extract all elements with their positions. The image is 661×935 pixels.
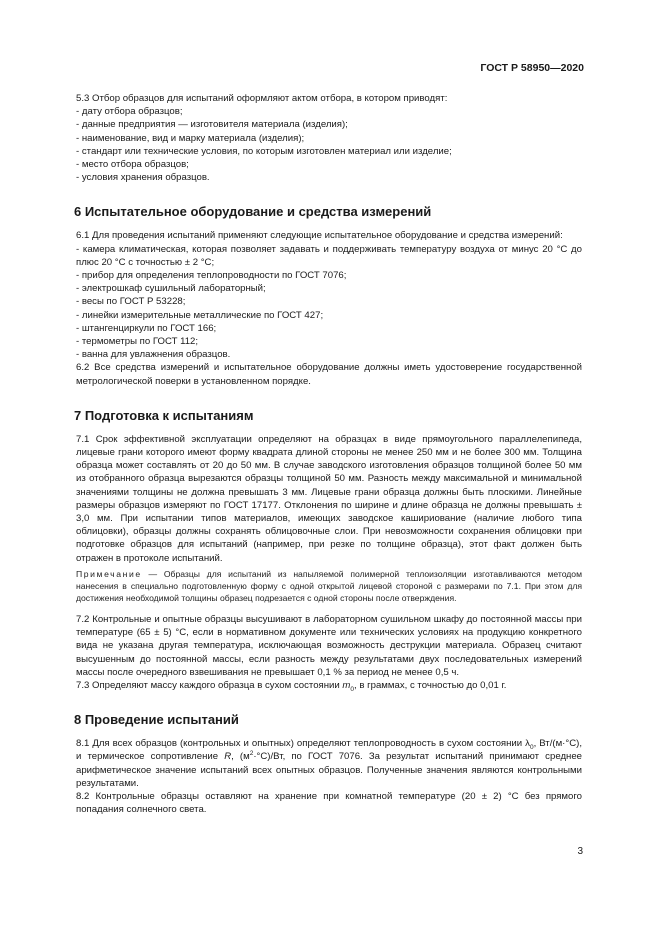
list-item: - условия хранения образцов. [76,172,210,184]
page-body [76,92,582,816]
list-item: - весы по ГОСТ Р 53228; [76,296,186,308]
paragraph-6-2: 6.2 Все средства измерений и испытательное оборудование должны иметь удостоверение государственной метрологической поверки в установленном порядке. [76,362,582,387]
paragraph-7-3: 7.3 Определяют массу каждого образца в сухом состоянии $m_0$, в граммах, с точностью до 0,01 г. [76,679,507,693]
paragraph-7-1: 7.1 Срок эффективной эксплуатации определяют на образцах в виде прямоугольного параллелепипеда, лицевые грани которого имеют форму квадрата длиной стороны не менее 250 мм и не более 300 мм. Толщина образца может составлять от 20 до 50 мм. В случае заводского изготовления образцов толщиной более 50 мм из отобранного образца вырезаются образцы толщиной 50 мм. Разность между максимальной и минимальной значениями толщины не должна превышать 3 мм. Лицевые грани образца должны быть плоскими. Линейные размеры образцов измеряют по ГОСТ 17177. Отклонения по ширине и длине образца не должны превышать ± 3,0 мм. При испытании типов материалов, имеющих заводское кашириование (наличие любого типа облицовки), образцы должны сохранять облицовочные слои. При невозможности сохранения облицовки при подготовке образцов для испытаний (например, при резке по толщине образца), этот факт должен быть отражен в протоколе испытаний. [76,433,582,564]
note-label: Примечание [76,568,142,579]
mass-subscript: 0 [350,685,355,693]
paragraph-7-2: 7.2 Контрольные и опытные образцы высушивают в лабораторном сушильном шкафу до постоянной массы при температуре (65 ± 5) °С, если в нормативном документе или технических условиях на продукцию конкретного вида не указана другая температура, исключающая возможность деструкции материала. Образец считают высушенным до постоянной массы, если разность между результатами двух последовательных измерений массы после очередного взвешивания не превышает 0,1 % за период не менее 0,5 ч. [76,613,582,678]
note [76,568,582,604]
paragraph-6-1: 6.1 Для проведения испытаний применяют следующие испытательное оборудование и средства измерений: [76,230,563,242]
unit-superscript: 2 [249,750,254,758]
note-text: — Образцы для испытаний из напыляемой полимерной теплоизоляции изготавливаются методом нанесения в специально подготовленную форму с одной открытой лицевой стороной с размерами по 7.1. При этом для достижения необходимой толщины образец подрезается с одной стороны после отверждения. [76,568,582,603]
list-item: - наименование, вид и марку материала (изделия); [76,132,305,144]
mass-symbol: m [342,679,351,691]
list-item: - данные предприятия — изготовителя материала (изделия); [76,119,348,131]
page-number: 3 [577,846,583,857]
list-item: - дату отбора образцов; [76,106,183,118]
list-item: - штангенциркули по ГОСТ 166; [76,322,217,334]
list-item: - линейки измерительные металлические по ГОСТ 427; [76,309,324,321]
list-item: - прибор для определения теплопроводности по ГОСТ 7076; [76,270,347,282]
paragraph-5-3: 5.3 Отбор образцов для испытаний оформляют актом отбора, в котором приводят: [76,93,448,104]
lambda-subscript: 0 [529,744,534,752]
section-8-heading: 8 Проведение испытаний [74,712,239,728]
list-item: - термометры по ГОСТ 112; [76,336,199,348]
section-6-heading: 6 Испытательное оборудование и средства измерений [74,204,432,220]
paragraph-8-1: 8.1 Для всех образцов (контрольных и опытных) определяют теплопроводность в сухом состоянии $\lambda_0$, Вт/(м·°С), и термическое сопротивление R, $(м^2\cdot^\circ С)/Вт$, по ГОСТ 7076. За результат испытаний принимают среднее арифметическое значение испытаний всех опытных образцов. Полученные значения являются контрольными результатами. [76,738,583,789]
list-item: - ванна для увлажнения образцов. [76,349,231,361]
list-item: - место отбора образцов; [76,159,189,171]
list-item: - стандарт или технические условия, по которым изготовлен материал или изделие; [76,145,452,157]
paragraph-8-2: 8.2 Контрольные образцы оставляют на хранение при комнатной температуре (20 ± 2) °С без прямого попадания солнечного света. [76,790,582,816]
section-7-heading: 7 Подготовка к испытаниям [74,407,254,423]
list-item: - электрошкаф сушильный лабораторный; [76,283,266,295]
lambda-symbol: λ [525,738,530,750]
resistance-symbol: R [224,751,232,763]
document-code: ГОСТ Р 58950—2020 [480,62,584,74]
list-item: - камера климатическая, которая позволяет задавать и поддерживать температуру воздуха от минус 20 °С до плюс 20 °С с точностью ± 2 °С; [76,243,582,268]
